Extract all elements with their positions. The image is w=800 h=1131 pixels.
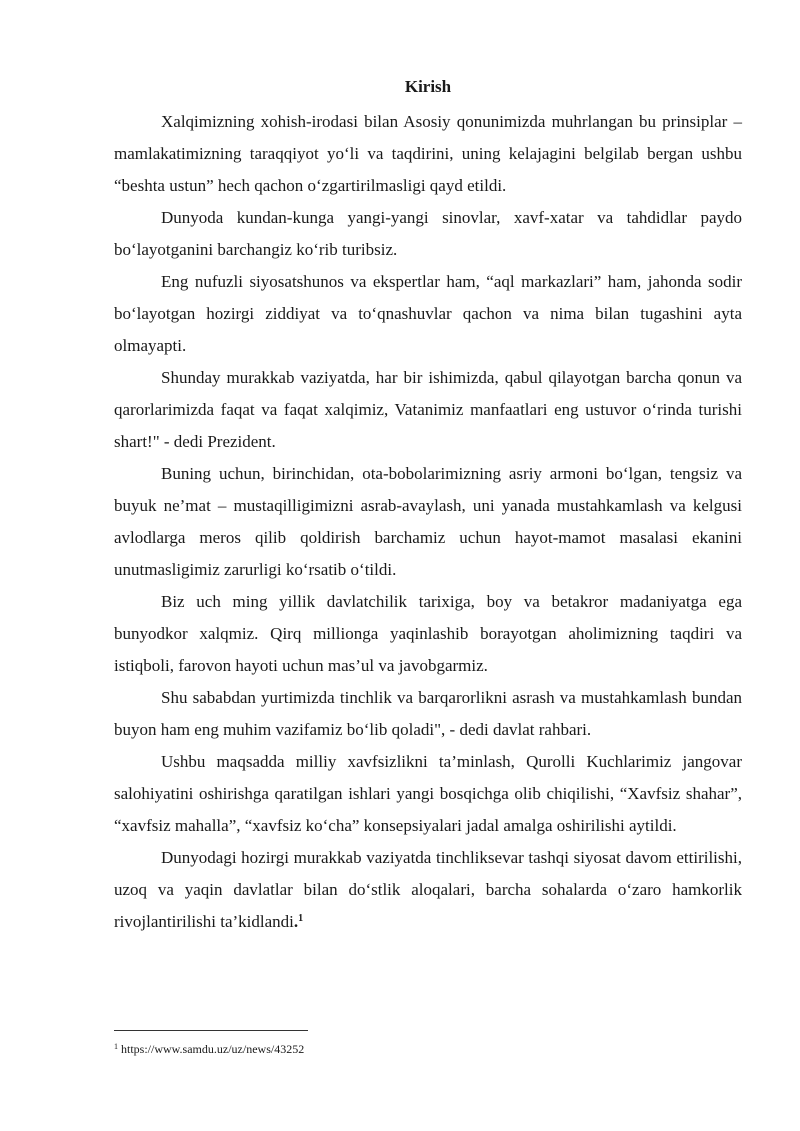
- footnote-separator: [114, 1030, 308, 1031]
- footnote-link[interactable]: https://www.samdu.uz/uz/news/43252: [121, 1042, 305, 1056]
- paragraph: Shunday murakkab vaziyatda, har bir ishimizda, qabul qilayotgan barcha qonun va qarorlarimizda faqat va faqat xalqimiz, Vatanimiz manfaatlari eng ustuvor oʻrinda turishi shart!" - dedi Prezident.: [114, 368, 742, 451]
- footnote-reference[interactable]: 1: [298, 913, 304, 924]
- paragraph-end-mark: .: [293, 912, 299, 931]
- paragraph: Ushbu maqsadda milliy xavfsizlikni ta’minlash, Qurolli Kuchlarimiz jangovar salohiyatini oshirishga qaratilgan ishlari yangi bosqichga olib chiqilishi, “Xavfsiz shahar”, “xavfsiz mahalla”, “xavfsiz koʻcha” konsepsiyalari jadal amalga oshirilishi aytildi.: [114, 752, 742, 835]
- footnote-marker: 1: [114, 1042, 118, 1051]
- paragraph: Biz uch ming yillik davlatchilik tarixiga, boy va betakror madaniyatga ega bunyodkor xalqmiz. Qirq millionga yaqinlashib borayotgan aholimizning taqdiri va istiqboli, farovon hayoti uchun mas’ul va javobgarmiz.: [114, 592, 742, 675]
- paragraph-last: [114, 842, 742, 938]
- paragraph: Eng nufuzli siyosatshunos va ekspertlar ham, “aql markazlari” ham, jahonda sodir boʻlayotgan hozirgi ziddiyat va toʻqnashuvlar qachon va nima bilan tugashini ayta olmayapti.: [114, 272, 742, 355]
- paragraph: Dunyoda kundan-kunga yangi-yangi sinovlar, xavf-xatar va tahdidlar paydo boʻlayotganini barchangiz koʻrib turibsiz.: [114, 208, 742, 259]
- paragraph-text: Dunyodagi hozirgi murakkab vaziyatda tinchliksevar tashqi siyosat davom ettirilishi, uzoq va yaqin davlatlar bilan doʻstlik aloqalari, barcha sohalarda oʻzaro hamkorlik rivojlantirilishi ta’kidlandi: [114, 848, 742, 931]
- paragraph: Shu sababdan yurtimizda tinchlik va barqarorlikni asrash va mustahkamlash bundan buyon ham eng muhim vazifamiz boʻlib qoladi", - dedi davlat rahbari.: [114, 688, 742, 739]
- paragraph: Xalqimizning xohish-irodasi bilan Asosiy qonunimizda muhrlangan bu prinsiplar – mamlakatimizning taraqqiyot yoʻli va taqdirini, uning kelajagini belgilab bergan ushbu “beshta ustun” hech qachon oʻzgartirilmasligi qayd etildi.: [114, 112, 742, 195]
- document-title: Kirish: [404, 77, 452, 96]
- paragraph: Buning uchun, birinchidan, ota-bobolarimizning asriy armoni boʻlgan, tengsiz va buyuk ne’mat – mustaqilligimizni asrab-avaylash, uni yanada mustahkamlash va kelgusi avlodlarga meros qilib qoldirish barchamiz uchun hayot-mamot masalasi ekanini unutmasligimiz zarurligi koʻrsatib oʻtildi.: [114, 464, 742, 579]
- document-body: [114, 76, 742, 938]
- footnote: [114, 1041, 304, 1057]
